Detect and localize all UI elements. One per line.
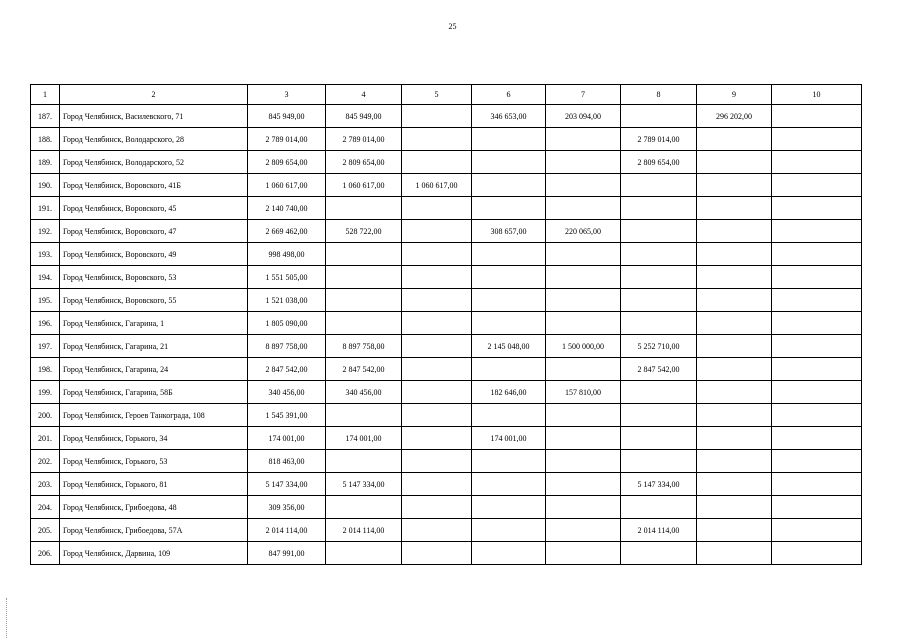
amount-cell: 1 060 617,00 bbox=[248, 174, 326, 197]
amount-cell bbox=[697, 128, 772, 151]
table-row bbox=[31, 289, 862, 312]
amount-cell: 8 897 758,00 bbox=[248, 335, 326, 358]
amount-cell: 1 545 391,00 bbox=[248, 404, 326, 427]
amount-cell bbox=[697, 220, 772, 243]
amount-cell: 2 789 014,00 bbox=[326, 128, 402, 151]
row-number-cell: 189. bbox=[31, 151, 60, 174]
amount-cell bbox=[772, 174, 862, 197]
column-header: 8 bbox=[621, 85, 697, 105]
table-row bbox=[31, 381, 862, 404]
amount-cell: 998 498,00 bbox=[248, 243, 326, 266]
amount-cell bbox=[472, 473, 546, 496]
amount-cell bbox=[697, 197, 772, 220]
amount-cell: 845 949,00 bbox=[248, 105, 326, 128]
address-cell: Город Челябинск, Воровского, 53 bbox=[60, 266, 248, 289]
amount-cell: 1 521 038,00 bbox=[248, 289, 326, 312]
amount-cell bbox=[621, 312, 697, 335]
amount-cell: 2 847 542,00 bbox=[248, 358, 326, 381]
amount-cell bbox=[546, 151, 621, 174]
amount-cell: 2 014 114,00 bbox=[326, 519, 402, 542]
address-cell: Город Челябинск, Воровского, 45 bbox=[60, 197, 248, 220]
table-row bbox=[31, 335, 862, 358]
row-number-cell: 205. bbox=[31, 519, 60, 542]
amount-cell bbox=[697, 335, 772, 358]
amount-cell bbox=[402, 542, 472, 565]
amount-cell bbox=[402, 197, 472, 220]
amount-cell bbox=[697, 151, 772, 174]
amount-cell bbox=[772, 450, 862, 473]
row-number-cell: 203. bbox=[31, 473, 60, 496]
amount-cell: 1 060 617,00 bbox=[402, 174, 472, 197]
amount-cell bbox=[546, 519, 621, 542]
amount-cell bbox=[472, 542, 546, 565]
amount-cell: 528 722,00 bbox=[326, 220, 402, 243]
amount-cell bbox=[546, 266, 621, 289]
amount-cell bbox=[402, 519, 472, 542]
amount-cell bbox=[472, 151, 546, 174]
amount-cell bbox=[472, 496, 546, 519]
amount-cell bbox=[697, 174, 772, 197]
amount-cell bbox=[772, 381, 862, 404]
address-cell: Город Челябинск, Воровского, 47 bbox=[60, 220, 248, 243]
table-row bbox=[31, 473, 862, 496]
amount-cell: 2 789 014,00 bbox=[248, 128, 326, 151]
amount-cell: 1 500 000,00 bbox=[546, 335, 621, 358]
amount-cell bbox=[402, 266, 472, 289]
address-cell: Город Челябинск, Василевского, 71 bbox=[60, 105, 248, 128]
amount-cell bbox=[402, 358, 472, 381]
amount-cell: 845 949,00 bbox=[326, 105, 402, 128]
amount-cell bbox=[546, 289, 621, 312]
table-row bbox=[31, 243, 862, 266]
address-cell: Город Челябинск, Гагарина, 1 bbox=[60, 312, 248, 335]
amount-cell bbox=[326, 542, 402, 565]
row-number-cell: 187. bbox=[31, 105, 60, 128]
amount-cell bbox=[402, 105, 472, 128]
table-row bbox=[31, 174, 862, 197]
amount-cell: 1 805 090,00 bbox=[248, 312, 326, 335]
table-row bbox=[31, 105, 862, 128]
amount-cell bbox=[772, 289, 862, 312]
amount-cell: 2 847 542,00 bbox=[621, 358, 697, 381]
amount-cell bbox=[402, 404, 472, 427]
amount-cell: 2 145 048,00 bbox=[472, 335, 546, 358]
amount-cell bbox=[546, 174, 621, 197]
amount-cell bbox=[472, 243, 546, 266]
amount-cell bbox=[402, 335, 472, 358]
amount-cell bbox=[697, 473, 772, 496]
amount-cell bbox=[697, 519, 772, 542]
amount-cell bbox=[772, 404, 862, 427]
column-header: 5 bbox=[402, 85, 472, 105]
amount-cell bbox=[621, 197, 697, 220]
address-cell: Город Челябинск, Горького, 81 bbox=[60, 473, 248, 496]
row-number-cell: 201. bbox=[31, 427, 60, 450]
amount-cell: 174 001,00 bbox=[326, 427, 402, 450]
amount-cell bbox=[772, 496, 862, 519]
address-cell: Город Челябинск, Гагарина, 21 bbox=[60, 335, 248, 358]
amount-cell bbox=[326, 450, 402, 473]
row-number-cell: 197. bbox=[31, 335, 60, 358]
amount-cell: 340 456,00 bbox=[248, 381, 326, 404]
column-header: 7 bbox=[546, 85, 621, 105]
row-number-cell: 194. bbox=[31, 266, 60, 289]
amount-cell: 2 014 114,00 bbox=[248, 519, 326, 542]
address-cell: Город Челябинск, Воровского, 49 bbox=[60, 243, 248, 266]
amount-cell bbox=[772, 151, 862, 174]
amount-cell bbox=[402, 312, 472, 335]
address-cell: Город Челябинск, Героев Танкограда, 108 bbox=[60, 404, 248, 427]
address-cell: Город Челябинск, Воровского, 55 bbox=[60, 289, 248, 312]
amount-cell bbox=[402, 289, 472, 312]
amount-cell bbox=[546, 312, 621, 335]
amount-cell bbox=[621, 404, 697, 427]
address-cell: Город Челябинск, Дарвина, 109 bbox=[60, 542, 248, 565]
row-number-cell: 202. bbox=[31, 450, 60, 473]
amount-cell bbox=[772, 220, 862, 243]
amount-cell: 340 456,00 bbox=[326, 381, 402, 404]
amount-cell bbox=[621, 220, 697, 243]
table-row bbox=[31, 151, 862, 174]
amount-cell bbox=[697, 427, 772, 450]
amount-cell: 203 094,00 bbox=[546, 105, 621, 128]
table-row bbox=[31, 358, 862, 381]
address-cell: Город Челябинск, Володарского, 52 bbox=[60, 151, 248, 174]
amount-cell bbox=[772, 519, 862, 542]
table-row bbox=[31, 220, 862, 243]
row-number-cell: 198. bbox=[31, 358, 60, 381]
amount-cell: 174 001,00 bbox=[472, 427, 546, 450]
amount-cell bbox=[546, 496, 621, 519]
amount-cell bbox=[697, 404, 772, 427]
table-row bbox=[31, 542, 862, 565]
row-number-cell: 199. bbox=[31, 381, 60, 404]
table-row bbox=[31, 404, 862, 427]
amount-cell bbox=[772, 542, 862, 565]
amount-cell: 847 991,00 bbox=[248, 542, 326, 565]
amount-cell: 5 147 334,00 bbox=[621, 473, 697, 496]
amount-cell: 2 669 462,00 bbox=[248, 220, 326, 243]
amount-cell bbox=[772, 197, 862, 220]
column-header: 10 bbox=[772, 85, 862, 105]
amount-cell bbox=[402, 128, 472, 151]
data-table bbox=[30, 84, 862, 565]
amount-cell: 2 789 014,00 bbox=[621, 128, 697, 151]
amount-cell bbox=[546, 404, 621, 427]
row-number-cell: 191. bbox=[31, 197, 60, 220]
amount-cell bbox=[697, 358, 772, 381]
amount-cell bbox=[326, 266, 402, 289]
amount-cell: 5 252 710,00 bbox=[621, 335, 697, 358]
address-cell: Город Челябинск, Гагарина, 24 bbox=[60, 358, 248, 381]
amount-cell: 8 897 758,00 bbox=[326, 335, 402, 358]
row-number-cell: 190. bbox=[31, 174, 60, 197]
amount-cell bbox=[697, 243, 772, 266]
table-row bbox=[31, 197, 862, 220]
amount-cell bbox=[472, 312, 546, 335]
amount-cell bbox=[472, 519, 546, 542]
address-cell: Город Челябинск, Грибоедова, 48 bbox=[60, 496, 248, 519]
amount-cell bbox=[621, 266, 697, 289]
amount-cell: 220 065,00 bbox=[546, 220, 621, 243]
amount-cell bbox=[472, 174, 546, 197]
amount-cell: 182 646,00 bbox=[472, 381, 546, 404]
amount-cell: 818 463,00 bbox=[248, 450, 326, 473]
amount-cell bbox=[472, 128, 546, 151]
amount-cell bbox=[772, 243, 862, 266]
amount-cell bbox=[472, 404, 546, 427]
amount-cell bbox=[772, 312, 862, 335]
row-number-cell: 206. bbox=[31, 542, 60, 565]
amount-cell bbox=[326, 312, 402, 335]
address-cell: Город Челябинск, Воровского, 41Б bbox=[60, 174, 248, 197]
amount-cell bbox=[326, 404, 402, 427]
row-number-cell: 196. bbox=[31, 312, 60, 335]
amount-cell bbox=[772, 427, 862, 450]
amount-cell bbox=[772, 473, 862, 496]
amount-cell bbox=[402, 381, 472, 404]
amount-cell bbox=[402, 450, 472, 473]
amount-cell bbox=[697, 289, 772, 312]
amount-cell bbox=[546, 542, 621, 565]
amount-cell: 346 653,00 bbox=[472, 105, 546, 128]
amount-cell bbox=[621, 427, 697, 450]
amount-cell: 308 657,00 bbox=[472, 220, 546, 243]
amount-cell: 2 140 740,00 bbox=[248, 197, 326, 220]
amount-cell bbox=[772, 358, 862, 381]
amount-cell bbox=[697, 381, 772, 404]
amount-cell: 5 147 334,00 bbox=[326, 473, 402, 496]
amount-cell bbox=[472, 266, 546, 289]
row-number-cell: 193. bbox=[31, 243, 60, 266]
amount-cell bbox=[472, 289, 546, 312]
row-number-cell: 204. bbox=[31, 496, 60, 519]
amount-cell bbox=[697, 450, 772, 473]
table-row bbox=[31, 128, 862, 151]
column-header: 9 bbox=[697, 85, 772, 105]
page-number: 25 bbox=[448, 22, 457, 31]
amount-cell bbox=[621, 496, 697, 519]
amount-cell: 157 810,00 bbox=[546, 381, 621, 404]
table-body bbox=[31, 105, 862, 565]
amount-cell bbox=[326, 496, 402, 519]
amount-cell: 2 809 654,00 bbox=[621, 151, 697, 174]
amount-cell bbox=[697, 496, 772, 519]
table-row bbox=[31, 496, 862, 519]
amount-cell bbox=[621, 381, 697, 404]
amount-cell: 1 551 505,00 bbox=[248, 266, 326, 289]
amount-cell: 1 060 617,00 bbox=[326, 174, 402, 197]
amount-cell bbox=[546, 473, 621, 496]
amount-cell: 2 014 114,00 bbox=[621, 519, 697, 542]
amount-cell bbox=[772, 128, 862, 151]
amount-cell bbox=[697, 542, 772, 565]
amount-cell bbox=[621, 542, 697, 565]
amount-cell bbox=[402, 220, 472, 243]
amount-cell bbox=[402, 151, 472, 174]
column-header: 2 bbox=[60, 85, 248, 105]
amount-cell bbox=[546, 243, 621, 266]
amount-cell bbox=[472, 450, 546, 473]
address-cell: Город Челябинск, Горького, 53 bbox=[60, 450, 248, 473]
table-row bbox=[31, 427, 862, 450]
amount-cell: 2 847 542,00 bbox=[326, 358, 402, 381]
column-header: 3 bbox=[248, 85, 326, 105]
column-header: 1 bbox=[31, 85, 60, 105]
amount-cell bbox=[546, 197, 621, 220]
address-cell: Город Челябинск, Горького, 34 bbox=[60, 427, 248, 450]
amount-cell bbox=[621, 174, 697, 197]
address-cell: Город Челябинск, Грибоедова, 57А bbox=[60, 519, 248, 542]
table-row bbox=[31, 312, 862, 335]
amount-cell bbox=[772, 266, 862, 289]
address-cell: Город Челябинск, Гагарина, 58Б bbox=[60, 381, 248, 404]
amount-cell bbox=[472, 358, 546, 381]
column-header: 4 bbox=[326, 85, 402, 105]
margin-marks bbox=[6, 598, 9, 638]
amount-cell bbox=[697, 312, 772, 335]
amount-cell bbox=[621, 105, 697, 128]
amount-cell bbox=[546, 450, 621, 473]
table-header-row bbox=[31, 85, 862, 105]
amount-cell bbox=[402, 473, 472, 496]
amount-cell bbox=[472, 197, 546, 220]
row-number-cell: 188. bbox=[31, 128, 60, 151]
amount-cell bbox=[546, 427, 621, 450]
amount-cell bbox=[326, 243, 402, 266]
row-number-cell: 192. bbox=[31, 220, 60, 243]
amount-cell bbox=[621, 450, 697, 473]
amount-cell: 2 809 654,00 bbox=[326, 151, 402, 174]
column-header: 6 bbox=[472, 85, 546, 105]
amount-cell: 2 809 654,00 bbox=[248, 151, 326, 174]
table-row bbox=[31, 450, 862, 473]
amount-cell bbox=[772, 335, 862, 358]
amount-cell bbox=[621, 243, 697, 266]
amount-cell bbox=[621, 289, 697, 312]
amount-cell: 5 147 334,00 bbox=[248, 473, 326, 496]
amount-cell bbox=[402, 427, 472, 450]
row-number-cell: 195. bbox=[31, 289, 60, 312]
table-row bbox=[31, 519, 862, 542]
amount-cell: 309 356,00 bbox=[248, 496, 326, 519]
amount-cell: 174 001,00 bbox=[248, 427, 326, 450]
amount-cell bbox=[772, 105, 862, 128]
amount-cell bbox=[546, 358, 621, 381]
amount-cell bbox=[697, 266, 772, 289]
address-cell: Город Челябинск, Володарского, 28 bbox=[60, 128, 248, 151]
table-row bbox=[31, 266, 862, 289]
amount-cell bbox=[326, 197, 402, 220]
amount-cell bbox=[326, 289, 402, 312]
amount-cell bbox=[546, 128, 621, 151]
amount-cell: 296 202,00 bbox=[697, 105, 772, 128]
amount-cell bbox=[402, 243, 472, 266]
row-number-cell: 200. bbox=[31, 404, 60, 427]
amount-cell bbox=[402, 496, 472, 519]
